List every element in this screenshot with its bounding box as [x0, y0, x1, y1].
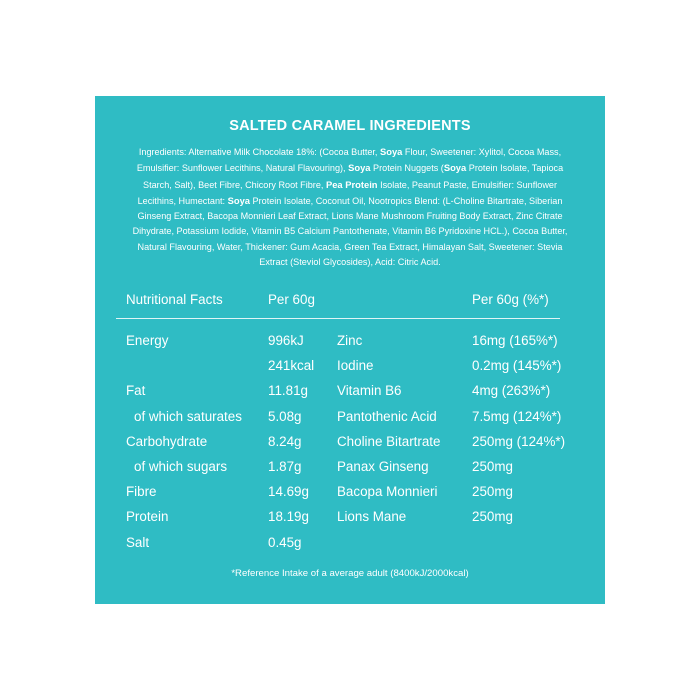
header-per-60g-ri: Per 60g (%*)	[472, 292, 549, 307]
nutrient-label: of which saturates	[134, 408, 242, 424]
nutrient-value: 14.69g	[268, 484, 309, 500]
micronutrient-value: 250mg (124%*)	[472, 433, 566, 449]
micronutrient-label: Pantothenic Acid	[337, 408, 437, 424]
nutrient-label: Salt	[126, 534, 150, 550]
header-per-60g: Per 60g	[268, 292, 315, 307]
nutrient-label: Protein	[126, 509, 169, 525]
nutrient-label: of which sugars	[134, 459, 228, 474]
ingredients-segment: Protein Nuggets (	[370, 163, 444, 174]
ingredients-text	[130, 144, 570, 270]
nutrient-value: 1.87g	[268, 459, 302, 474]
nutrient-value: 5.08g	[268, 408, 302, 424]
micronutrient-label: Zinc	[337, 333, 363, 348]
micronutrient-label: Iodine	[337, 358, 374, 374]
nutrient-label: Fat	[126, 383, 146, 399]
nutrient-label: Fibre	[126, 484, 157, 500]
nutrient-value: 8.24g	[268, 433, 302, 449]
nutrient-label: Carbohydrate	[126, 433, 208, 449]
header-nutritional-facts: Nutritional Facts	[126, 292, 223, 307]
nutrient-value: 996kJ	[268, 333, 304, 348]
micronutrient-label: Choline Bitartrate	[337, 433, 441, 449]
panel-title: SALTED CARAMEL INGREDIENTS	[229, 118, 471, 134]
allergen-highlight: Soya	[227, 194, 251, 206]
nutrient-value: 0.45g	[268, 534, 302, 550]
nutrient-value: 241kcal	[268, 358, 315, 374]
allergen-highlight: Soya	[379, 146, 403, 157]
micronutrient-label: Panax Ginseng	[337, 459, 429, 474]
allergen-highlight: Soya	[443, 162, 467, 174]
ingredients-segment: Flour, Sweetener: Xylitol, Cocoa Mass, Emulsifier: Sunflower Lecithins, Natural Flavouring),	[136, 147, 562, 174]
micronutrient-label: Bacopa Monnieri	[337, 484, 438, 500]
table-divider	[116, 318, 560, 319]
ingredients-segment: Protein Isolate, Coconut Oil, Nootropics Blend: (L-Choline Bitartrate, Siberian Ginseng Extract, Bacopa Monnieri Leaf Extract, Lions Mane Mushroom Fruiting Body Extract, Zinc Citrate Dihydrate, Potassium Iodide, Vitamin B5 Calcium Pantothenate, Vitamin B6 Pyridoxine HCL.), Cocoa Butter, Natural Flavouring, Water, Thickener: Gum Acacia, Green Tea Extract, Himalayan Salt, Sweetener: Stevia Extract (Steviol Glycosides), Acid: Citric Acid.	[132, 195, 568, 268]
micronutrient-value: 250mg	[472, 484, 513, 500]
ingredients-segment: Isolate, Peanut Paste, Emulsifier: Sunflower Lecithins, Humectant:	[137, 179, 557, 206]
allergen-highlight: Pea Protein	[325, 178, 378, 190]
nutrition-panel	[95, 96, 605, 604]
micronutrient-label: Lions Mane	[337, 509, 407, 525]
micronutrient-value: 0.2mg (145%*)	[472, 358, 562, 374]
footnote: *Reference Intake of a average adult (8400kJ/2000kcal)	[231, 568, 469, 579]
ingredients-segment: Protein Isolate, Tapioca Starch, Salt), Beet Fibre, Chicory Root Fibre,	[143, 163, 564, 190]
nutrient-value: 18.19g	[268, 509, 309, 525]
micronutrient-value: 250mg	[472, 459, 513, 474]
micronutrient-value: 7.5mg (124%*)	[472, 408, 562, 424]
nutrient-label: Energy	[126, 333, 169, 348]
micronutrient-label: Vitamin B6	[337, 383, 402, 399]
micronutrient-value: 250mg	[472, 509, 513, 525]
micronutrient-value: 4mg (263%*)	[472, 383, 551, 399]
ingredients-segment: Ingredients: Alternative Milk Chocolate 18%: (Cocoa Butter,	[138, 147, 380, 157]
allergen-highlight: Soya	[348, 162, 371, 174]
micronutrient-value: 16mg (165%*)	[472, 333, 558, 348]
nutrient-value: 11.81g	[268, 383, 308, 399]
